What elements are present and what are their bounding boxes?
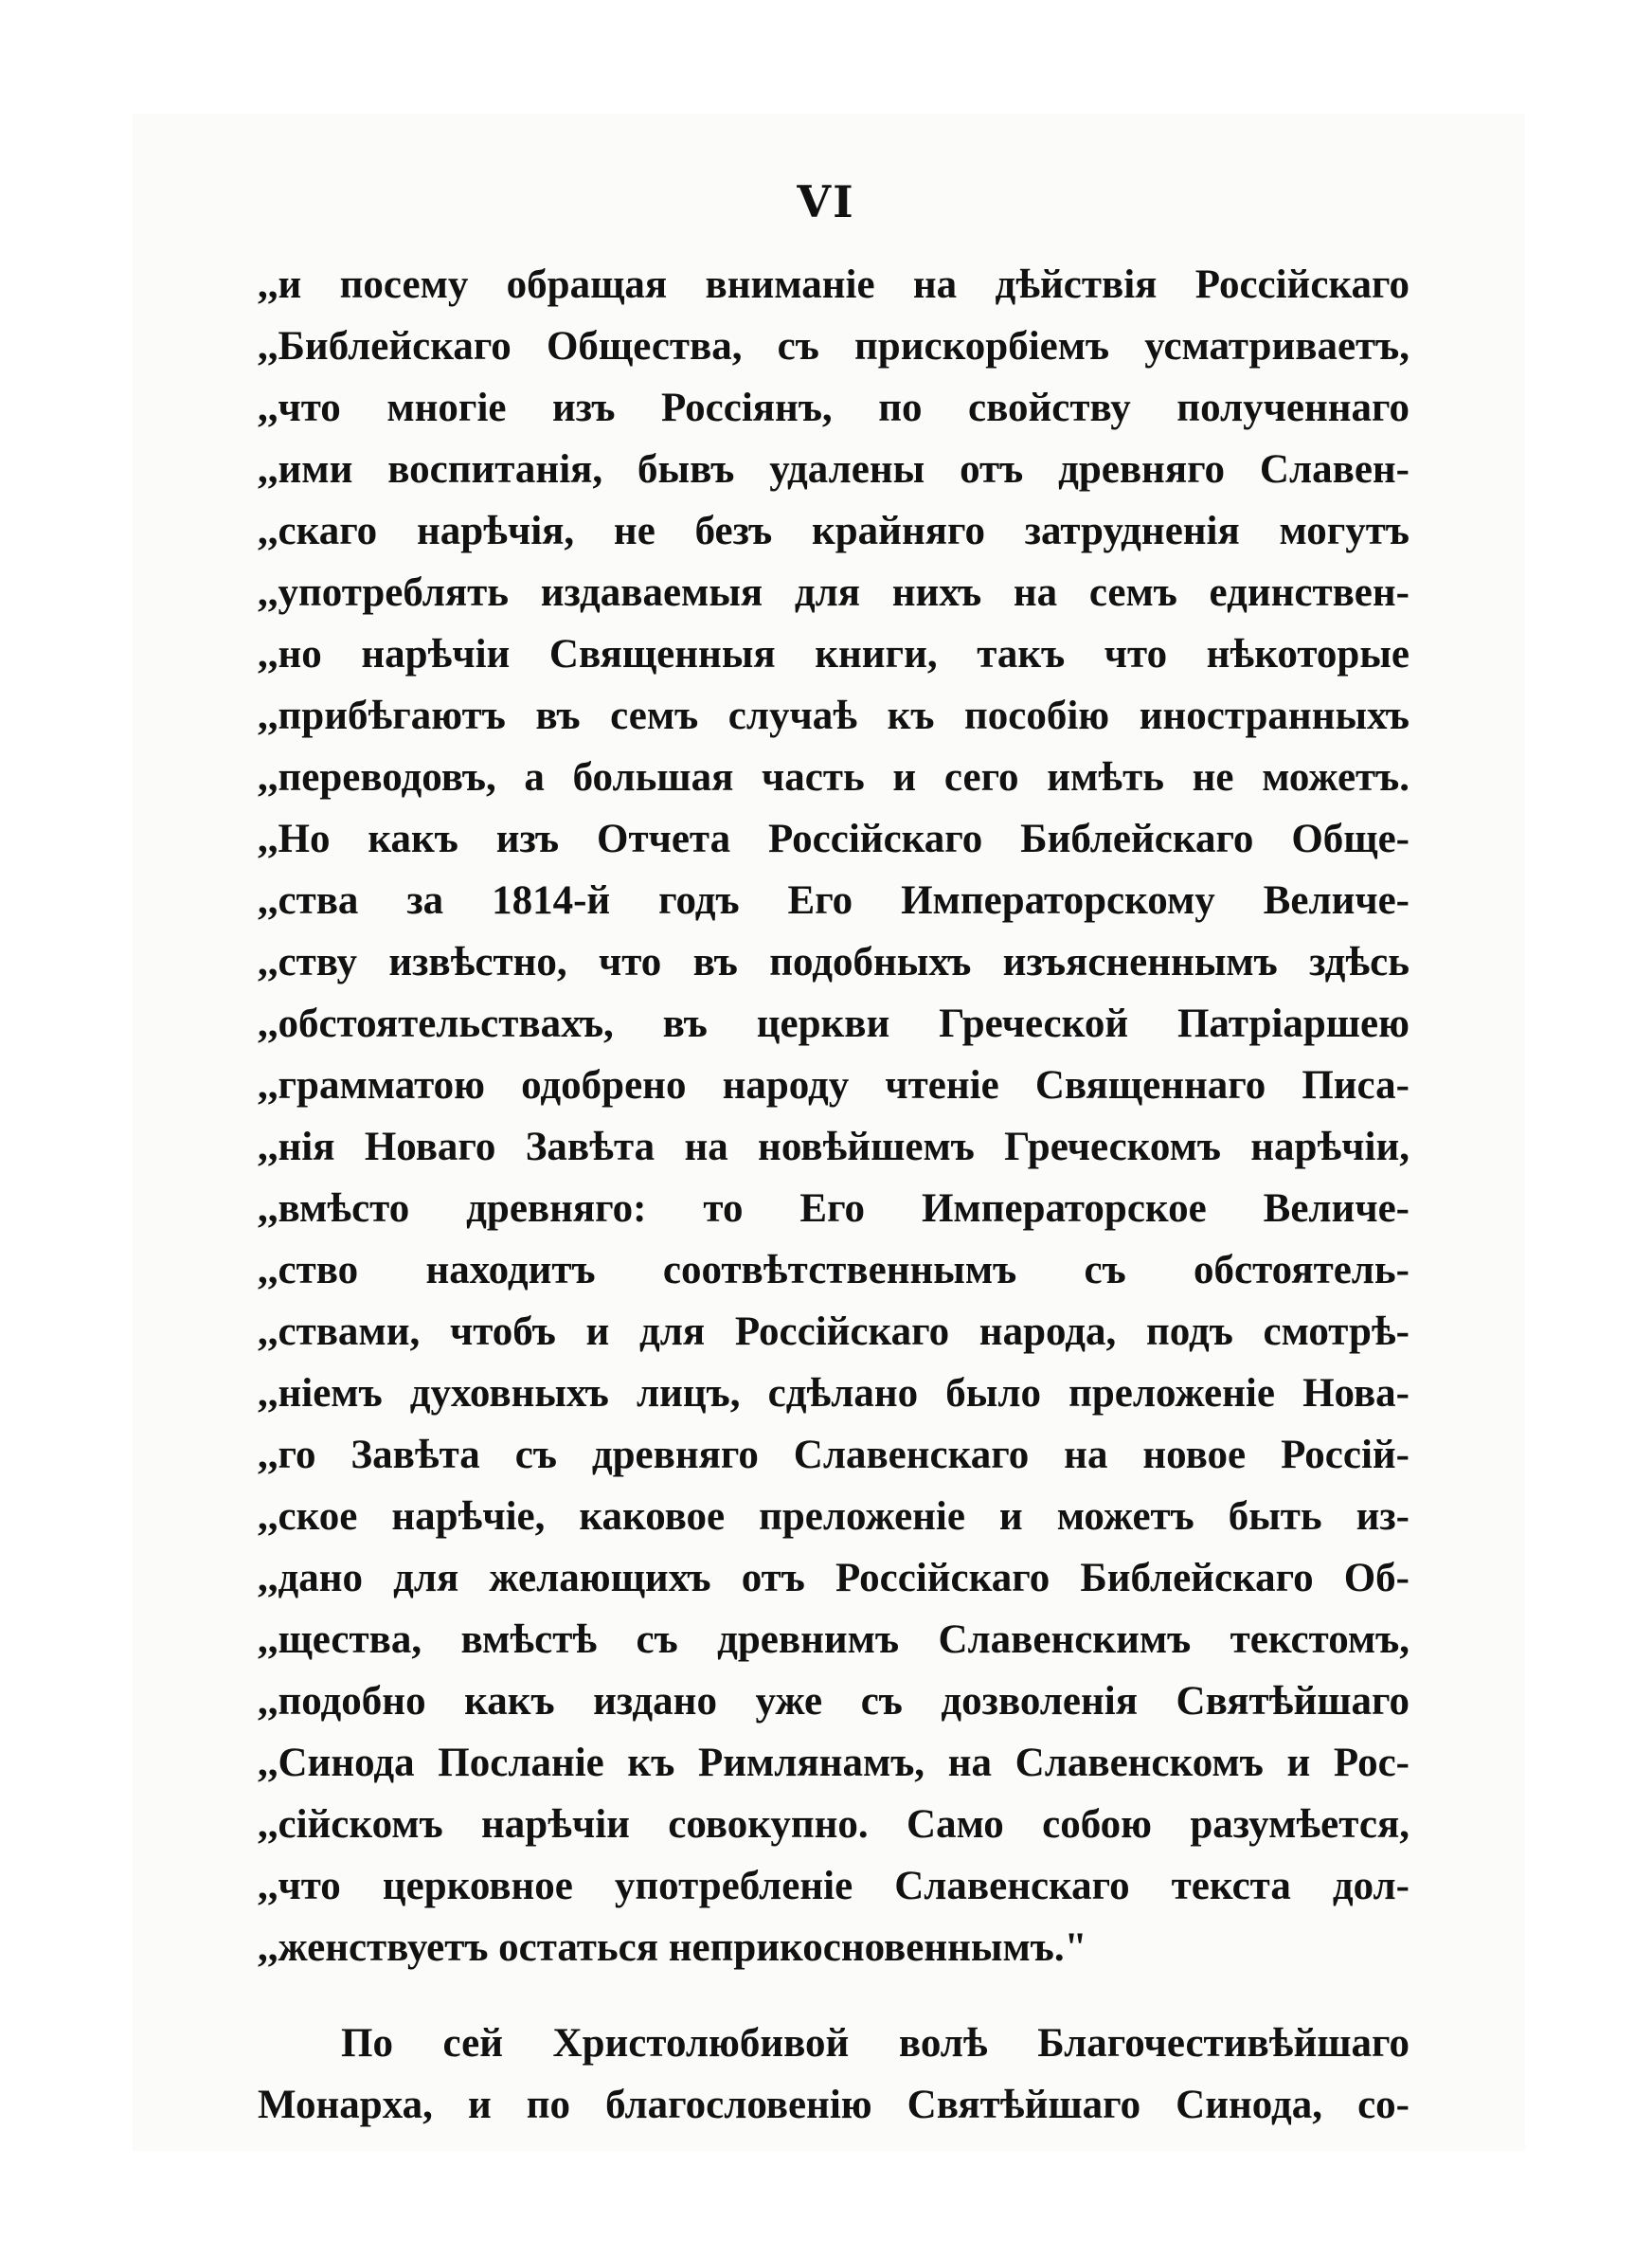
- text-line: ,,щества, вмѣстѣ съ древнимъ Славенскимъ текстомъ,: [258, 1617, 1410, 1662]
- text-line: ,,что церковное употребленіе Славенскаго текста дол-: [258, 1864, 1410, 1908]
- text-line: ,,ніемъ духовныхъ лицъ, сдѣлано было преложеніе Нова-: [258, 1371, 1410, 1416]
- text-line: ,,ствами, чтобъ и для Россійскаго народа, подъ смотрѣ-: [258, 1309, 1410, 1354]
- text-line: ,,подобно какъ издано уже съ дозволенія Святѣйшаго: [258, 1679, 1410, 1724]
- text-line: ,,ства за 1814-й годъ Его Императорскому Величе-: [258, 878, 1410, 923]
- closing-paragraph: [258, 2013, 1410, 2136]
- text-line: ,,нія Новаго Завѣта на новѣйшемъ Греческомъ нарѣчіи,: [258, 1125, 1410, 1169]
- text-line: ,,ское нарѣчіе, каковое преложеніе и можетъ быть из-: [258, 1494, 1410, 1539]
- text-line: ,,и посему обращая вниманіе на дѣйствія Россійскаго: [258, 262, 1410, 307]
- text-line: ,,прибѣгаютъ въ семъ случаѣ къ пособію иностранныхъ: [258, 694, 1410, 738]
- text-line: ,,обстоятельствахъ, въ церкви Греческой Патріаршею: [258, 1002, 1410, 1046]
- text-line: ,,переводовъ, а большая часть и сего имѣть не можетъ.: [258, 755, 1410, 800]
- text-line: ,,ими воспитанія, бывъ удалены отъ древняго Славен-: [258, 447, 1410, 492]
- text-line: Монарха, и по благословенію Святѣйшаго Синода, со-: [258, 2083, 1410, 2127]
- body-text: [258, 254, 1410, 2136]
- text-line: По сей Христолюбивой волѣ Благочестивѣйшаго: [341, 2021, 1410, 2066]
- text-line: ,,но нарѣчіи Священныя книги, такъ что нѣкоторые: [258, 632, 1410, 677]
- text-line: ,,ству извѣстно, что въ подобныхъ изъясненнымъ здѣсь: [258, 940, 1410, 984]
- text-line: ,,го Завѣта съ древняго Славенскаго на новое Россій-: [258, 1433, 1410, 1477]
- text-line: ,,ство находитъ соотвѣтственнымъ съ обстоятель-: [258, 1248, 1410, 1292]
- quoted-paragraph: [258, 254, 1410, 1978]
- text-line: ,,вмѣсто древняго: то Его Императорское Величе-: [258, 1186, 1410, 1231]
- text-line: ,,сійскомъ нарѣчіи совокупно. Само собою разумѣется,: [258, 1802, 1410, 1847]
- text-line: ,,скаго нарѣчія, не безъ крайняго затрудненія могутъ: [258, 509, 1410, 553]
- text-line: ,,Но какъ изъ Отчета Россійскаго Библейскаго Обще-: [258, 817, 1410, 861]
- text-line: ,,Библейскаго Общества, съ прискорбіемъ усматриваетъ,: [258, 324, 1410, 369]
- text-line: ,,употреблять издаваемыя для нихъ на семъ единствен-: [258, 570, 1410, 615]
- paragraph-gap: [258, 1978, 1410, 2013]
- text-line: ,,что многіе изъ Россіянъ, по свойству полученнаго: [258, 386, 1410, 430]
- page-number: VI: [797, 176, 855, 227]
- text-line: ,,дано для желающихъ отъ Россійскаго Библейскаго Об-: [258, 1556, 1410, 1600]
- text-line: ,,женствуетъ остаться неприкосновеннымъ.": [258, 1925, 1087, 1970]
- text-line: ,,грамматою одобрено народу чтеніе Священнаго Писа-: [258, 1063, 1410, 1108]
- text-line: ,,Синода Посланіе къ Римлянамъ, на Славенскомъ и Рос-: [258, 1741, 1410, 1785]
